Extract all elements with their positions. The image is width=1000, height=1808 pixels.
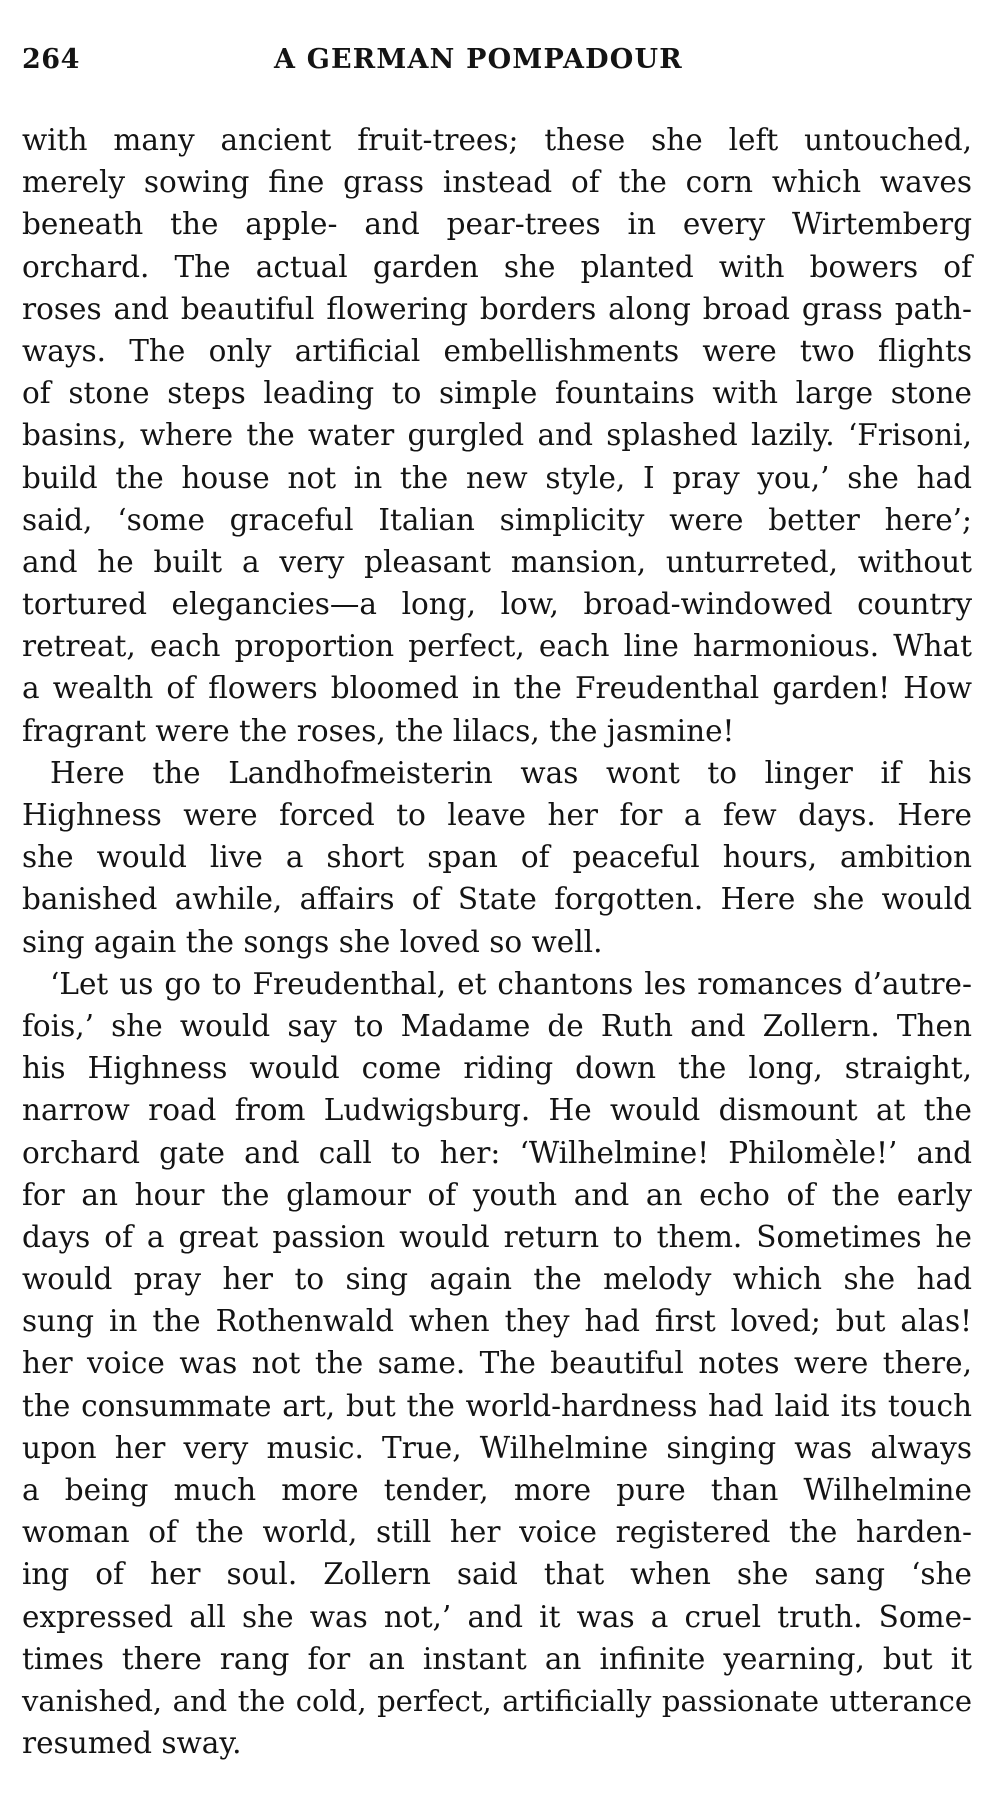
text-line: orchard. The actual garden she planted with bowers of bbox=[22, 249, 972, 284]
text-line: orchard gate and call to her: ‘Wilhelmine! Philomèle!’ and bbox=[22, 1135, 972, 1170]
text-line: roses and beautiful flowering borders along broad grass path- bbox=[22, 291, 972, 326]
book-page bbox=[22, 44, 972, 1764]
text-line: narrow road from Ludwigsburg. He would dismount at the bbox=[22, 1093, 972, 1128]
text-line: said, ‘some graceful Italian simplicity were better here’; bbox=[22, 502, 972, 537]
text-line: upon her very music. True, Wilhelmine singing was always bbox=[22, 1430, 972, 1465]
text-line: for an hour the glamour of youth and an echo of the early bbox=[22, 1177, 972, 1212]
text-line: her voice was not the same. The beautiful notes were there, bbox=[22, 1346, 972, 1381]
text-line: would pray her to sing again the melody which she had bbox=[22, 1262, 972, 1297]
text-line: she would live a short span of peaceful hours, ambition bbox=[22, 840, 972, 875]
text-line: ways. The only artificial embellishments were two flights bbox=[22, 333, 972, 368]
text-line: his Highness would come riding down the long, straight, bbox=[22, 1051, 972, 1086]
text-line: resumed sway. bbox=[22, 1726, 242, 1761]
text-line: woman of the world, still her voice registered the harden- bbox=[22, 1515, 972, 1550]
text-line: tortured elegancies—a long, low, broad-windowed country bbox=[22, 587, 972, 622]
text-line: fragrant were the roses, the lilacs, the jasmine! bbox=[22, 713, 735, 748]
text-line: fois,’ she would say to Madame de Ruth and Zollern. Then bbox=[22, 1008, 972, 1043]
text-line: and he built a very pleasant mansion, unturreted, without bbox=[22, 544, 972, 579]
text-line: basins, where the water gurgled and splashed lazily. ‘Frisoni, bbox=[22, 418, 972, 453]
text-line: banished awhile, affairs of State forgotten. Here she would bbox=[22, 882, 972, 917]
body-text bbox=[22, 119, 972, 1764]
text-line: sing again the songs she loved so well. bbox=[22, 924, 603, 959]
text-line: times there rang for an instant an infinite yearning, but it bbox=[22, 1641, 972, 1676]
text-line: sung in the Rothenwald when they had first loved; but alas! bbox=[22, 1304, 972, 1339]
text-line: of stone steps leading to simple fountains with large stone bbox=[22, 376, 972, 411]
page-header bbox=[22, 44, 972, 88]
text-line: ing of her soul. Zollern said that when she sang ‘she bbox=[22, 1557, 972, 1592]
page-number: 264 bbox=[22, 44, 80, 75]
text-line: a wealth of flowers bloomed in the Freudenthal garden! How bbox=[22, 671, 972, 706]
text-line: vanished, and the cold, perfect, artificially passionate utterance bbox=[22, 1683, 972, 1718]
text-line: the consummate art, but the world-hardness had laid its touch bbox=[22, 1388, 972, 1423]
text-line: build the house not in the new style, I pray you,’ she had bbox=[22, 460, 972, 495]
text-line: with many ancient fruit-trees; these she left untouched, bbox=[22, 123, 972, 157]
text-line: expressed all she was not,’ and it was a cruel truth. Some- bbox=[22, 1599, 972, 1634]
text-line: Highness were forced to leave her for a few days. Here bbox=[22, 798, 972, 832]
text-line: days of a great passion would return to them. Sometimes he bbox=[22, 1219, 972, 1254]
text-line: merely sowing fine grass instead of the corn which waves bbox=[22, 165, 972, 200]
text-line: ‘Let us go to Freudenthal, et chantons les romances d’autre- bbox=[50, 966, 972, 1001]
text-line: Here the Landhofmeisterin was wont to linger if his bbox=[50, 755, 972, 790]
text-line: retreat, each proportion perfect, each line harmonious. What bbox=[22, 629, 972, 664]
text-line: a being much more tender, more pure than Wilhelmine bbox=[22, 1473, 972, 1507]
running-title: A GERMAN POMPADOUR bbox=[274, 44, 683, 75]
text-line: beneath the apple- and pear-trees in every Wirtemberg bbox=[22, 207, 972, 242]
